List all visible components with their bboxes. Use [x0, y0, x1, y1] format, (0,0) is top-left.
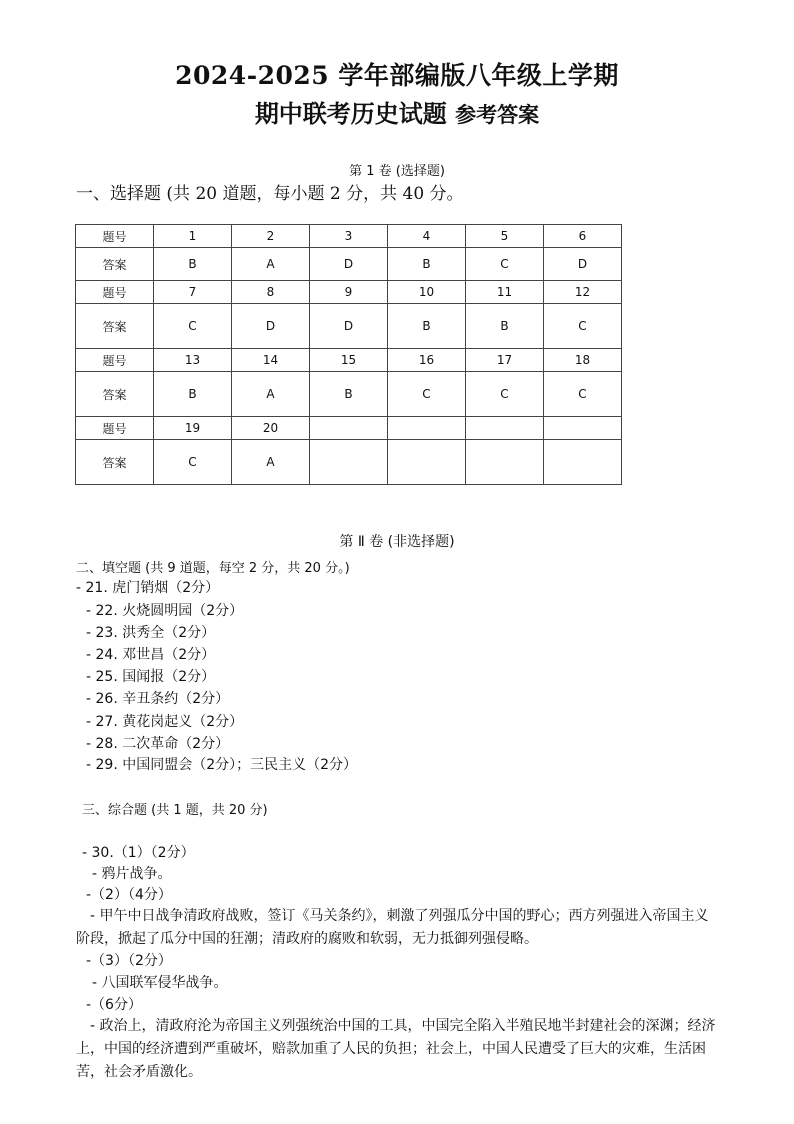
fill-item-27: - 27. 黄花岗起义（2分）: [86, 714, 244, 730]
question-number-row: [76, 225, 622, 248]
fill-item-28: - 28. 二次革命（2分）: [86, 736, 230, 752]
question-number-cell: 15: [310, 349, 388, 372]
answer-cell: C: [466, 248, 544, 281]
empty-cell: [544, 440, 622, 485]
answer-cell: C: [466, 372, 544, 417]
answer-cell: C: [154, 440, 232, 485]
title-exam-name: 期中联考历史试题: [254, 99, 447, 128]
part2-label: 第 Ⅱ 卷 (非选择题): [339, 534, 455, 550]
row-label-answer: 答案: [76, 304, 154, 349]
question-number-cell: 9: [310, 281, 388, 304]
fill-item-24: - 24. 邓世昌（2分）: [86, 647, 216, 663]
title-line-2: [0, 94, 794, 129]
answer-cell: D: [310, 304, 388, 349]
question-number-cell: 16: [388, 349, 466, 372]
question-number-row: [76, 349, 622, 372]
row-label-question: 题号: [76, 417, 154, 440]
answer-cell: A: [232, 372, 310, 417]
part1-label: 第 1 卷 (选择题): [349, 164, 445, 179]
answer-cell: B: [388, 248, 466, 281]
answer-cell: C: [154, 304, 232, 349]
question-number-cell: 14: [232, 349, 310, 372]
q30-sub2-answer: - 甲午中日战争清政府战败，签订《马关条约》，刺激了列强瓜分中国的野心；西方列强进入帝国主义阶段，掀起了瓜分中国的狂潮；清政府的腐败和软弱，无力抵御列强侵略。: [76, 908, 709, 947]
fill-item-25: - 25. 国闻报（2分）: [86, 669, 216, 685]
empty-cell: [544, 417, 622, 440]
answer-cell: C: [388, 372, 466, 417]
row-label-answer: 答案: [76, 248, 154, 281]
answer-row: [76, 304, 622, 349]
q30-sub2-label: -（2）（4分）: [86, 887, 172, 903]
answer-cell: B: [154, 248, 232, 281]
question-number-cell: 6: [544, 225, 622, 248]
part2-heading: 二、填空题 (共 9 道题，每空 2 分，共 20 分。): [76, 561, 350, 576]
fill-item-29: - 29. 中国同盟会（2分）；三民主义（2分）: [86, 757, 358, 773]
answer-cell: D: [232, 304, 310, 349]
question-number-cell: 1: [154, 225, 232, 248]
q30-sub1-label: - 30.（1）（2分）: [82, 845, 195, 861]
answer-cell: A: [232, 440, 310, 485]
answer-cell: B: [466, 304, 544, 349]
q30-sub1-answer: - 鸦片战争。: [92, 866, 172, 882]
q30-sub3-answer: - 八国联军侵华战争。: [92, 975, 228, 991]
question-number-cell: 17: [466, 349, 544, 372]
question-number-cell: 18: [544, 349, 622, 372]
empty-cell: [466, 417, 544, 440]
answer-row: [76, 248, 622, 281]
question-number-cell: 10: [388, 281, 466, 304]
empty-cell: [466, 440, 544, 485]
answer-row: [76, 440, 622, 485]
answer-cell: C: [544, 372, 622, 417]
question-number-cell: 3: [310, 225, 388, 248]
question-number-cell: 5: [466, 225, 544, 248]
answer-cell: D: [310, 248, 388, 281]
title-line-1: 2024-2025 学年部编版八年级上学期: [175, 61, 619, 90]
empty-cell: [310, 417, 388, 440]
question-number-row: [76, 281, 622, 304]
answer-cell: B: [310, 372, 388, 417]
question-number-cell: 12: [544, 281, 622, 304]
q30-sub4-answer: - 政治上，清政府沦为帝国主义列强统治中国的工具，中国完全陷入半殖民地半封建社会的深渊；经济上，中国的经济遭到严重破坏，赔款加重了人民的负担；社会上，中国人民遭受了巨大的灾难，生活困苦，社会矛盾激化。: [76, 1018, 716, 1080]
answer-cell: B: [388, 304, 466, 349]
row-label-answer: 答案: [76, 372, 154, 417]
question-number-cell: 13: [154, 349, 232, 372]
answer-table: [75, 224, 622, 485]
q30-sub4-label: -（6分）: [86, 997, 142, 1013]
row-label-question: 题号: [76, 281, 154, 304]
part1-heading: 一、选择题 (共 20 道题，每小题 2 分，共 40 分。: [76, 184, 464, 204]
fill-item-22: - 22. 火烧圆明园（2分）: [86, 603, 244, 619]
question-number-cell: 8: [232, 281, 310, 304]
row-label-question: 题号: [76, 349, 154, 372]
part3-heading: 三、综合题 (共 1 题，共 20 分): [82, 803, 268, 818]
answer-cell: D: [544, 248, 622, 281]
answer-cell: B: [154, 372, 232, 417]
row-label-question: 题号: [76, 225, 154, 248]
answer-row: [76, 372, 622, 417]
answer-cell: C: [544, 304, 622, 349]
row-label-answer: 答案: [76, 440, 154, 485]
fill-item-23: - 23. 洪秀全（2分）: [86, 625, 216, 641]
question-number-cell: 2: [232, 225, 310, 248]
question-number-row: [76, 417, 622, 440]
question-number-cell: 20: [232, 417, 310, 440]
title-answer-label: 参考答案: [455, 103, 540, 127]
question-number-cell: 11: [466, 281, 544, 304]
empty-cell: [388, 417, 466, 440]
question-number-cell: 7: [154, 281, 232, 304]
question-number-cell: 19: [154, 417, 232, 440]
empty-cell: [310, 440, 388, 485]
fill-item-21: - 21. 虎门销烟（2分）: [76, 580, 220, 596]
answer-cell: A: [232, 248, 310, 281]
q30-sub3-label: -（3）（2分）: [86, 953, 172, 969]
question-number-cell: 4: [388, 225, 466, 248]
empty-cell: [388, 440, 466, 485]
fill-item-26: - 26. 辛丑条约（2分）: [86, 691, 230, 707]
